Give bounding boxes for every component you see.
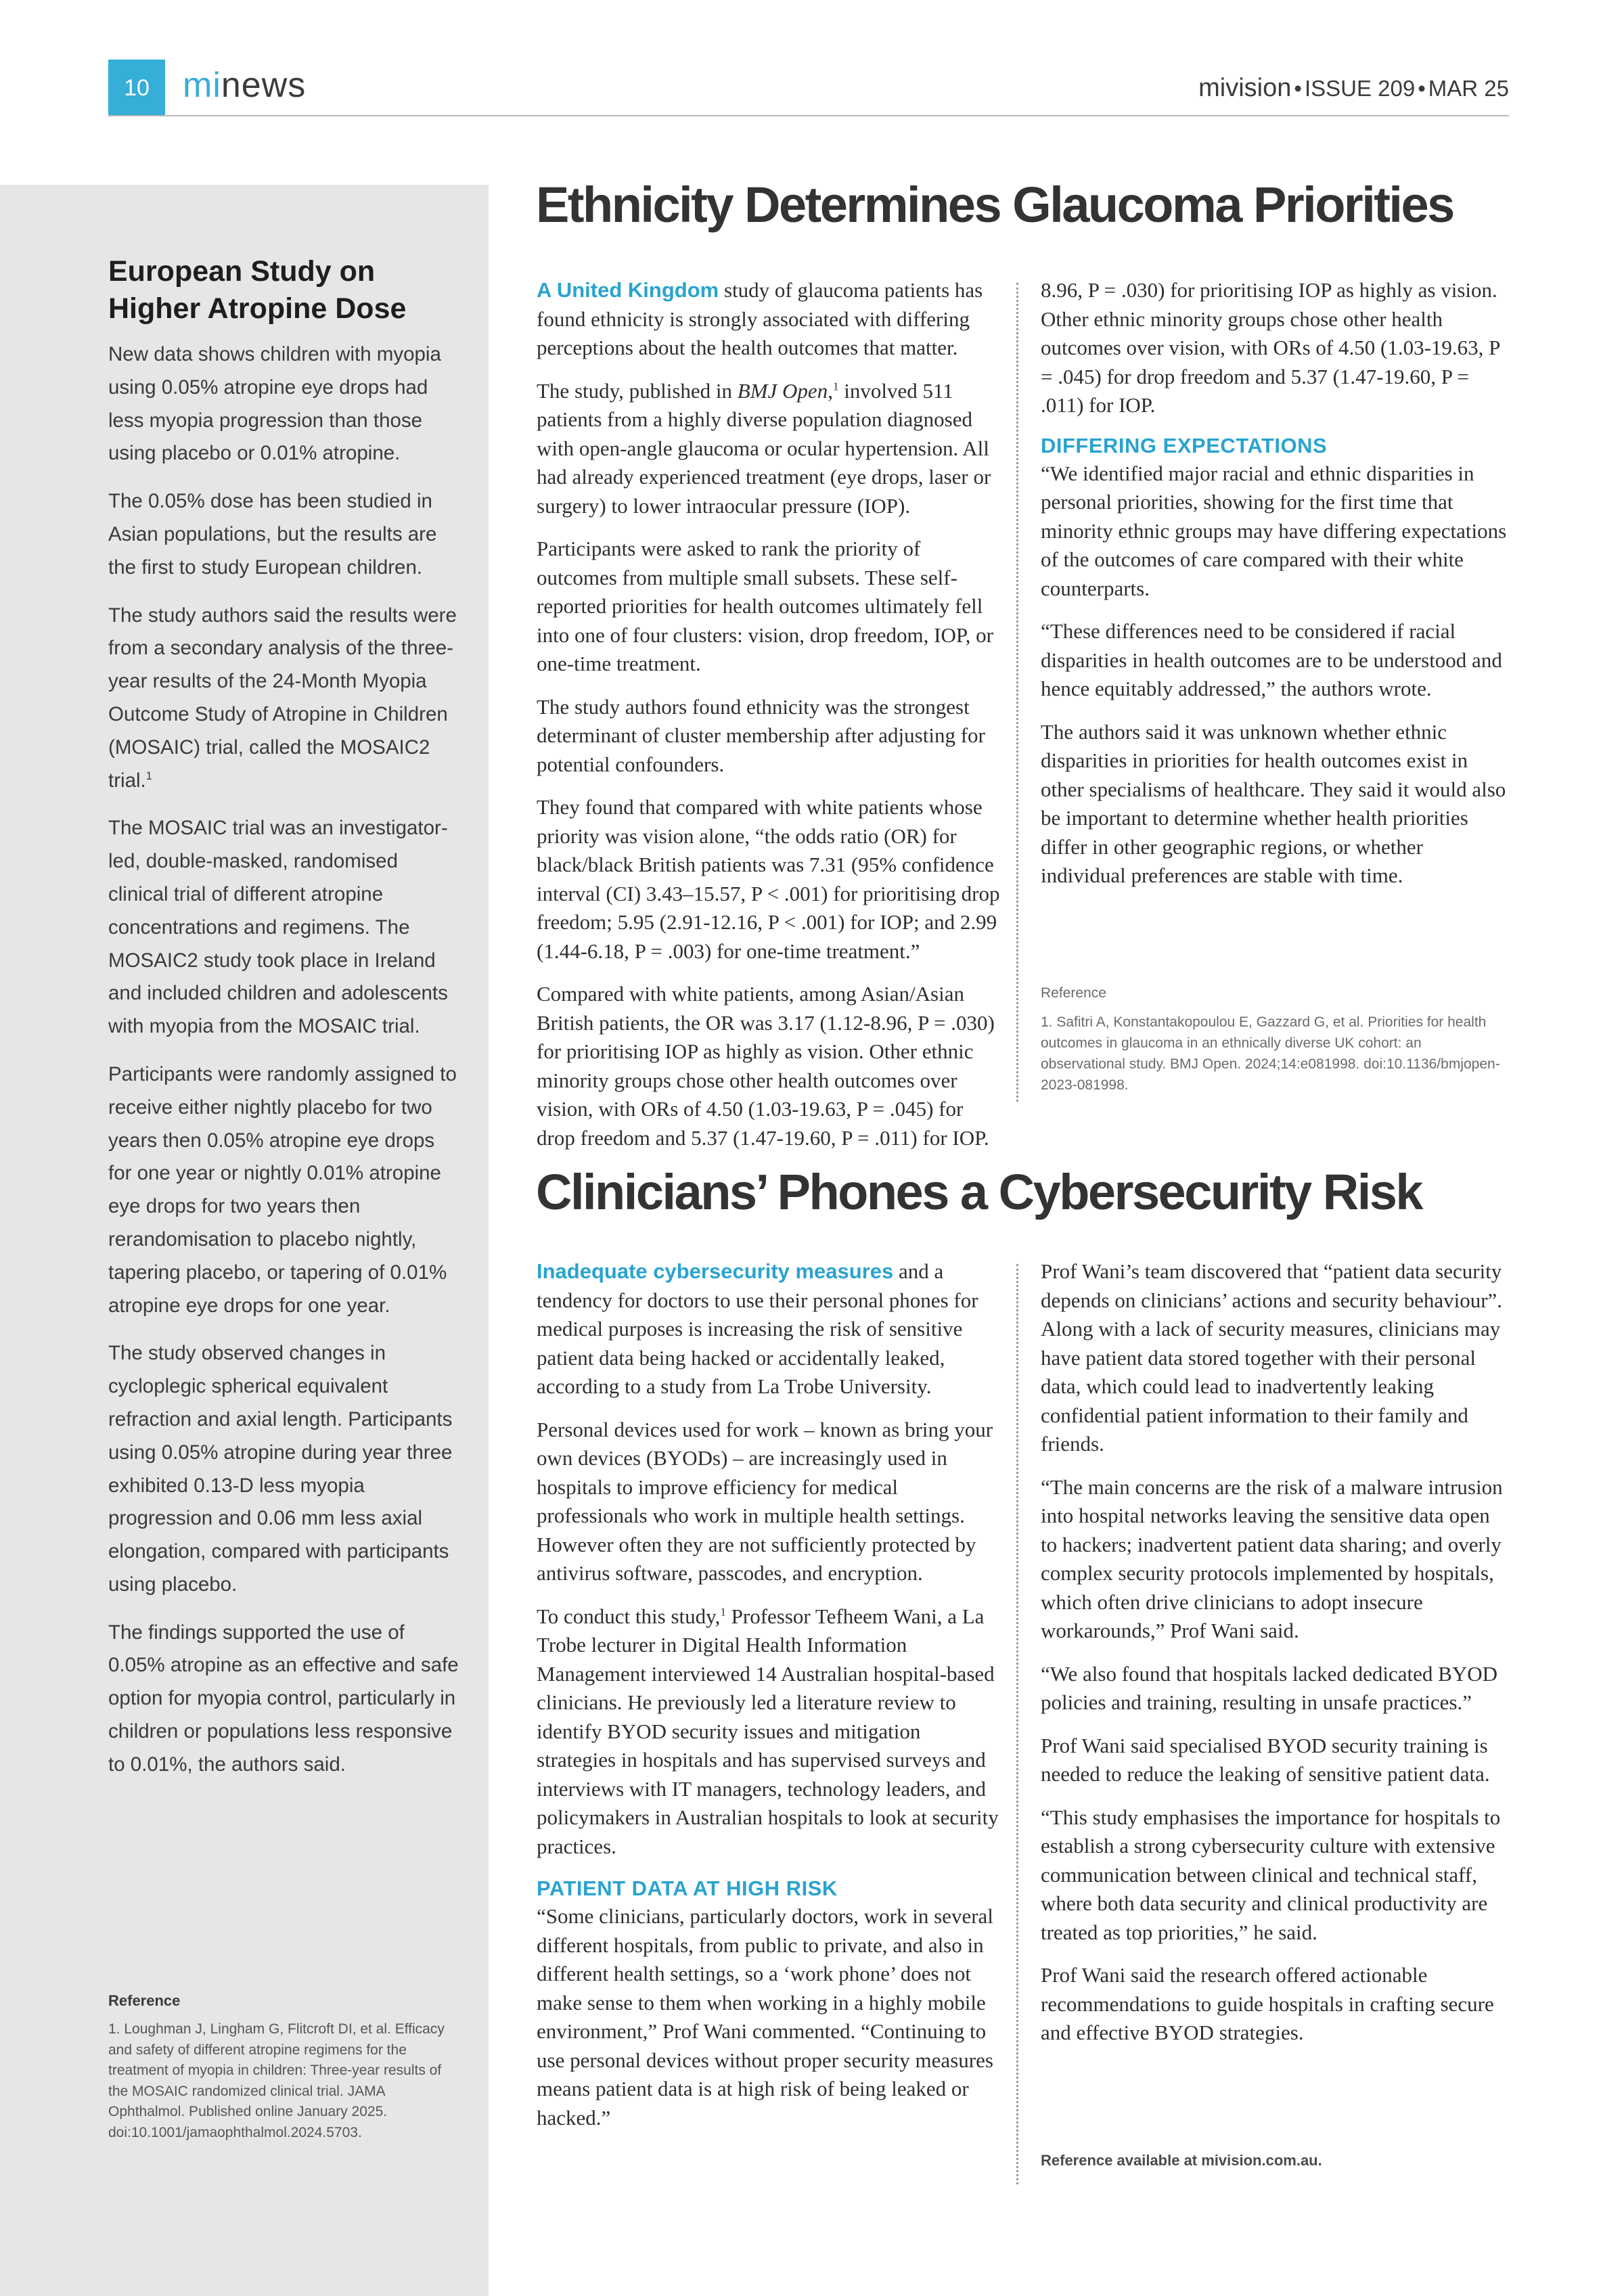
brand-mi: mi [183, 66, 221, 105]
paragraph-text: To conduct this study, [537, 1604, 721, 1628]
sidebar-title: European Study on Higher Atropine Dose [108, 255, 407, 325]
article-paragraph: Personal devices used for work – known as bring your own devices (BYODs) – are increasingly used in hospitals to improve efficiency for medical professionals who work in multiple health settings. However often they are not sufficiently protected by antivirus software, passcodes, and encryption. [537, 1417, 993, 1585]
article-paragraph: “We identified major racial and ethnic disparities in personal priorities, showing for the first time that minority ethnic groups may have differing expectations of the outcomes of care compared with their white counterparts. [1041, 461, 1507, 600]
article-paragraph: Participants were asked to rank the priority of outcomes from multiple small subsets. These self-reported priorities for health outcomes ultimately fell into one of four clusters: vision, drop freedom, IOP, or one-time treatment. [537, 537, 993, 675]
article-paragraph: Compared with white patients, among Asian/Asian British patients, the OR was 3.17 (1.12-8.96, P = .030) for prioritising IOP as highly as vision. Other ethnic minority groups chose other health outcomes over vision, with ORs of 4.50 (1.03-19.63, P = .045) for drop freedom and 5.37 (1.47-19.60, P = .011) for IOP. [537, 982, 995, 1150]
lead-in: Inadequate cybersecurity measures [537, 1259, 894, 1283]
article-paragraph [537, 1257, 1003, 1401]
paragraph-text: study of glaucoma patients has found ethnicity is strongly associated with differing perceptions about the health outcomes that matter. [537, 278, 983, 359]
article-paragraph [537, 276, 1003, 363]
reference-text: 1. Loughman J, Lingham G, Flitcroft DI, et al. Efficacy and safety of different atropine regimens for the treatment of myopia in children: Three-year results of the MOSAIC randomized clinical trial. JAMA Ophthalmol. Published online January 2025. doi:10.1001/jamaophthalmol.2024.5703. [108, 2021, 445, 2140]
article-paragraph: “The main concerns are the risk of a malware intrusion into hospital networks leaving the sensitive data open to hackers; inadvertent patient data sharing; and overly complex security protocols implemented by hospitals, which often drive clinicians to adopt insecure workarounds,” Prof Wani said. [1041, 1475, 1503, 1642]
reference-text: 1. Safitri A, Konstantakopoulou E, Gazzard G, et al. Priorities for health outcomes in glaucoma in an ethnically diverse UK cohort: an observational study. BMJ Open. 2024;14:e081998. doi:10.1136/bmjopen-2023-081998. [1041, 1014, 1500, 1093]
paragraph-text: The study authors said the results were from a secondary analysis of the three-year results of the 24-Month Myopia Outcome Study of Atropine in Children (MOSAIC) trial, called the MOSAIC2 trial. [108, 604, 457, 792]
article-paragraph: “We also found that hospitals lacked dedicated BYOD policies and training, resulting in unsafe practices.” [1041, 1661, 1498, 1714]
article-paragraph: They found that compared with white patients whose priority was vision alone, “the odds ratio (OR) for black/black British patients was 7.31 (95% confidence interval (CI) 3.43–15.57, P < .001) for prioritising drop freedom; 5.95 (2.91-12.16, P < .001) for IOP; and 2.99 (1.44-6.18, P = .003) for one-time treatment.” [537, 795, 1000, 963]
sidebar-body [108, 338, 460, 1797]
column-divider [1016, 1264, 1018, 2184]
lead-in: A United Kingdom [537, 278, 719, 302]
journal-name: BMJ Open [737, 378, 828, 403]
sidebar-paragraph: The study observed changes in cycloplegic spherical equivalent refraction and axial length. Participants using 0.05% atropine during year three exhibited 0.13-D less myopia progression and 0.06 mm less axial elongation, compared with participants using placebo. [108, 1342, 453, 1596]
article1-column-left [537, 276, 1003, 1150]
reference-heading: Reference [1041, 985, 1106, 1001]
section-subhead: DIFFERING EXPECTATIONS [1041, 433, 1328, 457]
article-paragraph-continued: 8.96, P = .030) for prioritising IOP as highly as vision. Other ethnic minority groups chose other health outcomes over vision, with ORs of 4.50 (1.03-19.63, P = .045) for drop freedom and 5.37 (1.47-19.60, P = .011) for IOP. [1041, 278, 1500, 417]
article2-column-left [537, 1257, 1003, 2146]
article-paragraph: Prof Wani’s team discovered that “patient data security depends on clinicians’ actions and security behaviour”. Along with a lack of security measures, clinicians may have patient data stored together with their personal data, which could lead to inadvertently leaking confidential patient information to their family and friends. [1041, 1259, 1503, 1456]
page-number: 10 [108, 60, 165, 116]
issue-number: ISSUE 209 [1304, 76, 1416, 101]
footnote-mark: 1 [145, 769, 152, 782]
sidebar-paragraph: The 0.05% dose has been studied in Asian populations, but the results are the first to study European children. [108, 490, 437, 579]
article2-column-right [1041, 1257, 1508, 2062]
article-paragraph: Prof Wani said specialised BYOD security training is needed to reduce the leaking of sensitive patient data. [1041, 1733, 1490, 1786]
issue-date: MAR 25 [1428, 76, 1509, 101]
sidebar-paragraph: Participants were randomly assigned to receive either nightly placebo for two years then 0.05% atropine eye drops for one year or nightly 0.01% atropine eye drops for two years then rerandomisation to placebo nightly, tapering placebo, or tapering of 0.01% atropine eye drops for one year. [108, 1062, 457, 1317]
footnote-mark: 1 [720, 1605, 726, 1619]
header-rule [108, 115, 1509, 116]
article1-headline: Ethnicity Determines Glaucoma Priorities [536, 177, 1453, 233]
paragraph-text: Professor Tefheem Wani, a La Trobe lecturer in Digital Health Information Management interviewed 14 Australian hospital-based clinicians. He previously led a literature review to identify BYOD security issues and mitigation strategies in hospitals and has supervised surveys and interviews with IT managers, technology leaders, and policymakers in Australian hospitals to look at security practices. [537, 1604, 999, 1858]
footnote-mark: 1 [832, 380, 839, 393]
sidebar-reference [108, 1991, 460, 2143]
article-paragraph: The authors said it was unknown whether ethnic disparities in priorities for health outcomes exist in other specialisms of healthcare. They said it would also be important to determine whether health priorities differ in other geographic regions, or whether individual preferences are stable with time. [1041, 719, 1506, 887]
section-brand [183, 65, 306, 106]
paragraph-text: involved 511 patients from a highly diverse population diagnosed with open-angle glaucoma or ocular hypertension. All had already experienced treatment (eye drops, laser or surgery) to lower intraocular pressure (IOP). [537, 378, 991, 518]
column-divider [1016, 283, 1018, 1102]
reference-heading: Reference [108, 1992, 181, 2009]
article2-reference-note: Reference available at mivision.com.au. [1041, 2152, 1322, 2169]
paragraph-text: and a tendency for doctors to use their personal phones for medical purposes is increasing the risk of sensitive patient data being hacked or accidentally leaked, according to a study from La Trobe University. [537, 1259, 978, 1398]
separator-dot: • [1418, 76, 1426, 101]
article2-headline: Clinicians’ Phones a Cybersecurity Risk [536, 1164, 1422, 1220]
article1-column-right [1041, 276, 1508, 905]
brand-news: news [221, 66, 307, 105]
article-paragraph [537, 1602, 1003, 1862]
sidebar-paragraph: The MOSAIC trial was an investigator-led, double-masked, randomised clinical trial of different atropine concentrations and regimens. The MOSAIC2 study took place in Ireland and included children and adolescents with myopia from the MOSAIC trial. [108, 817, 448, 1038]
article-paragraph: “These differences need to be considered if racial disparities in health outcomes are to be understood and hence equitably addressed,” the authors wrote. [1041, 619, 1502, 700]
article-paragraph: “This study emphasises the importance for hospitals to establish a strong cybersecurity culture with extensive communication between clinical and technical staff, where both data security and clinical productivity are treated as top priorities,” he said. [1041, 1805, 1501, 1944]
issue-info [1198, 74, 1509, 102]
article-paragraph: The study, published in BMJ Open,$^1$ involved 511 patients from a highly diverse population diagnosed with open-angle glaucoma or ocular hypertension. All had already experienced treatment (eye drops, laser or surgery) to lower intraocular pressure (IOP). [537, 378, 991, 518]
article-paragraph: “Some clinicians, particularly doctors, work in several different hospitals, from public to private, and also in different health settings, so a ‘work phone’ does not make sense to them when working in a highly mobile environment,” Prof Wani commented. “Continuing to use personal devices without proper security measures means patient data is at high risk of being leaked or hacked.” [537, 1904, 993, 2130]
paragraph-text: The study, published in [537, 378, 738, 403]
sidebar-paragraph: The findings supported the use of 0.05% atropine as an effective and safe option for myopia control, particularly in children or populations less responsive to 0.01%, the authors said. [108, 1621, 459, 1776]
publication-name: mivision [1198, 74, 1292, 102]
sidebar-paragraph: New data shows children with myopia using 0.05% atropine eye drops had less myopia progression than those using placebo or 0.01% atropine. [108, 343, 441, 465]
article-paragraph: The study authors found ethnicity was the strongest determinant of cluster membership after adjusting for potential confounders. [537, 694, 985, 776]
article1-reference [1041, 983, 1501, 1096]
separator-dot: • [1294, 76, 1302, 101]
article-paragraph: Prof Wani said the research offered actionable recommendations to guide hospitals in crafting secure and effective BYOD strategies. [1041, 1963, 1494, 2044]
section-subhead: PATIENT DATA AT HIGH RISK [537, 1876, 838, 1900]
sidebar-paragraph [108, 600, 460, 798]
